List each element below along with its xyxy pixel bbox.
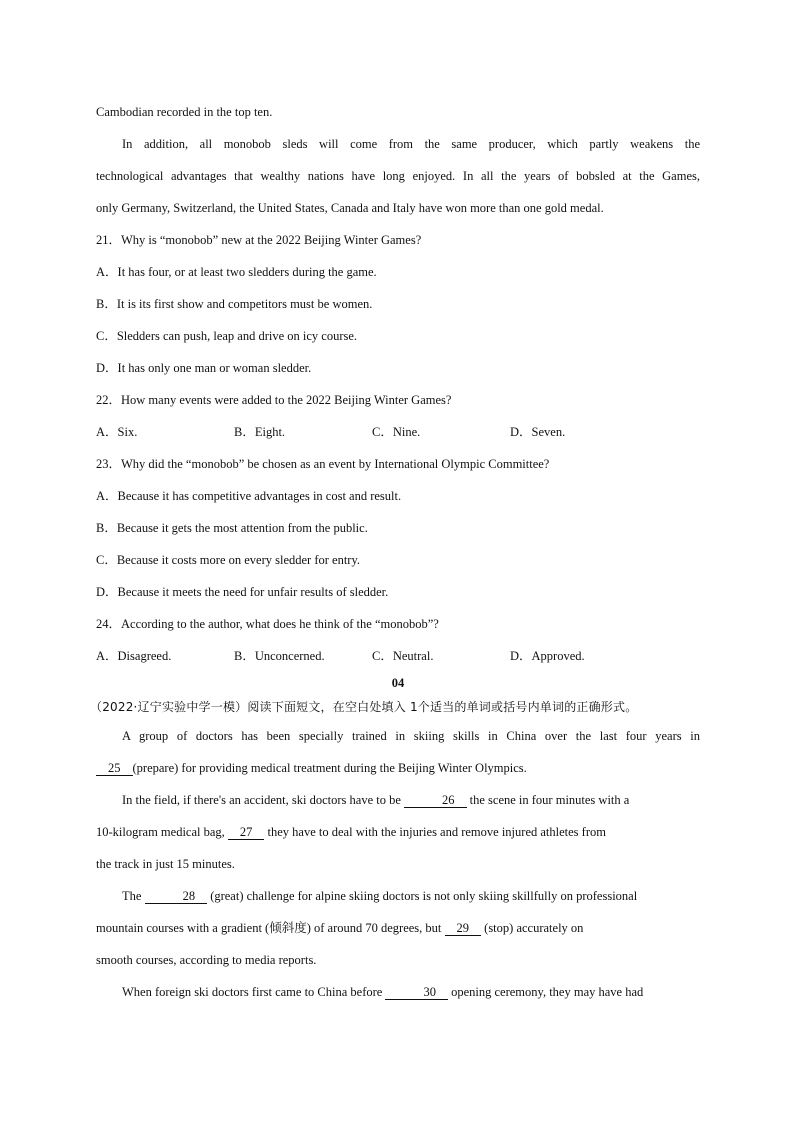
question-21-option-b: B．It is its first show and competitors must be women.: [96, 297, 373, 311]
blank-26[interactable]: 26: [404, 793, 467, 808]
question-24-option-a: A．Disagreed.: [96, 649, 172, 663]
blank-27[interactable]: 27: [228, 825, 265, 840]
question-23-option-d: D．Because it meets the need for unfair results of sledder.: [96, 585, 389, 599]
passage-line: In addition, all monobob sleds will come from the same producer, which partly weakens the: [122, 137, 700, 151]
question-22-option-c: C．Nine.: [372, 425, 421, 439]
question-23-stem: 23．Why did the “monobob” be chosen as an event by International Olympic Committee?: [96, 457, 550, 471]
question-22-option-d: D．Seven.: [510, 425, 566, 439]
cloze-line: [96, 816, 700, 848]
cloze-text: The: [122, 889, 142, 903]
cloze-text: (stop) accurately on: [484, 921, 584, 935]
instruction-text: （2022·辽宁实验中学一模）阅读下面短文，在空白处填入 1个适当的单词或括号内单词的正确形式。: [90, 700, 638, 714]
cloze-line: [96, 752, 700, 784]
blank-29[interactable]: 29: [445, 921, 482, 936]
blank-28[interactable]: 28: [145, 889, 208, 904]
cloze-line: the track in just 15 minutes.: [96, 857, 235, 871]
question-21-stem: 21．Why is “monobob” new at the 2022 Beijing Winter Games?: [96, 233, 422, 247]
section-number: 04: [391, 676, 405, 690]
cloze-line: smooth courses, according to media reports.: [96, 953, 317, 967]
blank-30[interactable]: 30: [385, 985, 448, 1000]
question-23-option-b: B．Because it gets the most attention from the public.: [96, 521, 368, 535]
question-24-option-d: D．Approved.: [510, 649, 585, 663]
blank-25[interactable]: 25: [96, 761, 133, 776]
question-24-option-c: C．Neutral.: [372, 649, 434, 663]
cloze-text: 10-kilogram medical bag,: [96, 825, 225, 839]
cloze-text: (great) challenge for alpine skiing doctors is not only skiing skillfully on professional: [210, 889, 638, 903]
question-23-option-a: A．Because it has competitive advantages in cost and result.: [96, 489, 402, 503]
passage-line: only Germany, Switzerland, the United States, Canada and Italy have won more than one gold medal.: [96, 201, 604, 215]
question-22-options: [96, 416, 700, 448]
cloze-line: [96, 912, 700, 944]
question-24-stem: 24．According to the author, what does he think of the “monobob”?: [96, 617, 439, 631]
question-21-option-d: D．It has only one man or woman sledder.: [96, 361, 312, 375]
passage-line: technological advantages that wealthy nations have long enjoyed. In all the years of bobsled at the Games,: [96, 169, 700, 183]
question-22-option-a: A．Six.: [96, 425, 138, 439]
cloze-line: [96, 880, 700, 912]
cloze-text: they have to deal with the injuries and remove injured athletes from: [267, 825, 606, 839]
document-page: [90, 96, 700, 1008]
cloze-text: In the field, if there's an accident, ski doctors have to be: [122, 793, 401, 807]
question-22-option-b: B．Eight.: [234, 425, 286, 439]
cloze-text: mountain courses with a gradient (倾斜度) of around 70 degrees, but: [96, 921, 442, 935]
cloze-text: When foreign ski doctors first came to China before: [122, 985, 383, 999]
cloze-line: [96, 784, 700, 816]
question-24-options: [96, 640, 700, 672]
question-23-option-c: C．Because it costs more on every sledder for entry.: [96, 553, 361, 567]
cloze-text: (prepare) for providing medical treatment during the Beijing Winter Olympics.: [132, 761, 527, 775]
cloze-text: opening ceremony, they may have had: [451, 985, 644, 999]
cloze-text: the scene in four minutes with a: [469, 793, 630, 807]
passage-line: Cambodian recorded in the top ten.: [96, 105, 273, 119]
cloze-line: A group of doctors has been specially trained in skiing skills in China over the last four years in: [122, 729, 700, 743]
question-21-option-a: A．It has four, or at least two sledders during the game.: [96, 265, 377, 279]
cloze-line: [96, 976, 700, 1008]
question-21-option-c: C．Sledders can push, leap and drive on icy course.: [96, 329, 358, 343]
section-instruction: [90, 694, 700, 720]
question-22-stem: 22．How many events were added to the 2022 Beijing Winter Games?: [96, 393, 452, 407]
question-24-option-b: B．Unconcerned.: [234, 649, 325, 663]
